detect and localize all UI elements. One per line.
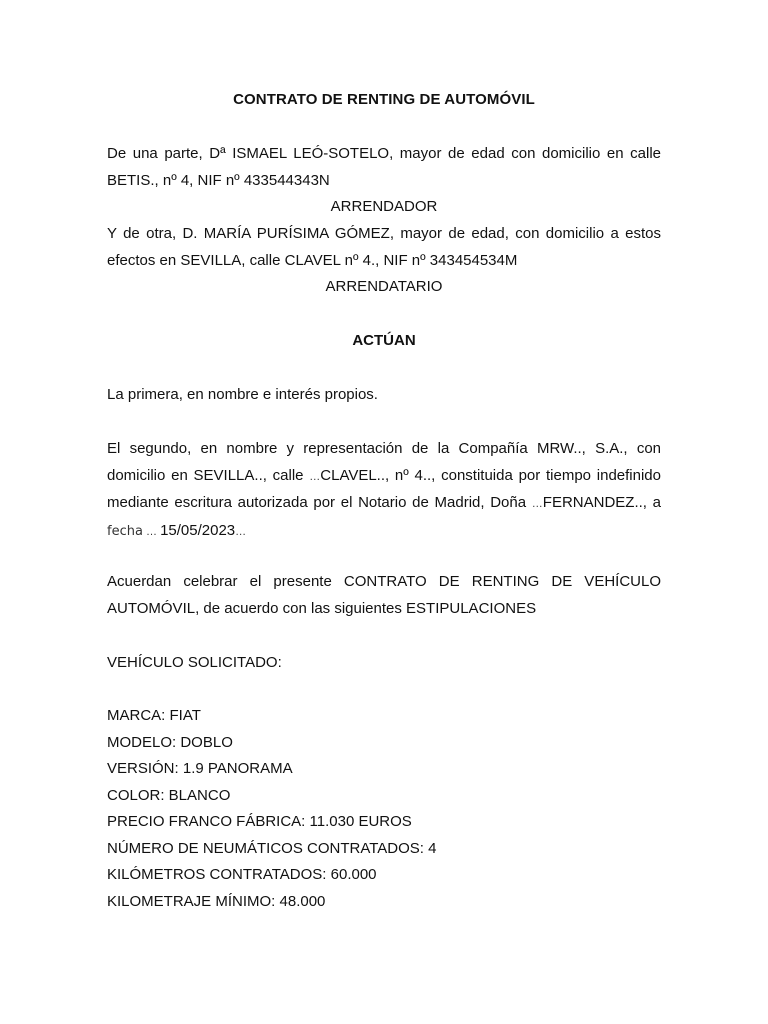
vehicle-kilometraje-minimo: KILOMETRAJE MÍNIMO: 48.000 [107,892,326,910]
vehicle-marca: MARCA: FIAT [107,707,201,724]
actuan-first: La primera, en nombre e interés propios. [107,386,378,403]
agreement-line-1: Acuerdan celebrar el presente CONTRATO DE RENTING DE VEHÍCULO [107,573,661,590]
arrendatario-block [107,221,661,301]
fecha-dots: … [142,525,161,538]
vehicle-neumaticos: NÚMERO DE NEUMÁTICOS CONTRATADOS: 4 [107,839,437,857]
vehicle-version: VERSIÓN: 1.9 PANORAMA [107,760,293,777]
line-2-part-b: CLAVEL.., nº 4.., constituida por tiempo indefinido [320,466,661,484]
actuan-second-line-1: El segundo, en nombre y representación de la Compañía MRW.., S.A., con [107,440,661,457]
actuan-heading: ACTÚAN [352,332,416,349]
fecha-date: 15/05/2023 [160,521,236,539]
vehicle-details-list [107,703,661,915]
actuan-second-line-2 [107,463,661,491]
vehicle-modelo: MODELO: DOBLO [107,733,233,751]
actuan-second-line-4 [107,518,661,546]
fecha-trail: … [235,525,247,538]
actuan-second-block [107,436,661,545]
arrendador-block [107,141,661,221]
line-3-part-b: FERNANDEZ.., a [542,494,661,511]
line-2-part-a: domicilio en SEVILLA.., calle [107,466,310,484]
agreement-block [107,569,661,622]
vehicle-precio: PRECIO FRANCO FÁBRICA: 11.030 EUROS [107,813,412,830]
arrendatario-line-2: efectos en SEVILLA, calle CLAVEL nº 4., NIF nº 343454534M [107,251,518,269]
arrendador-role: ARRENDADOR [330,198,438,215]
arrendatario-line-1: Y de otra, D. MARÍA PURÍSIMA GÓMEZ, mayor de edad, con domicilio a estos [107,225,661,242]
document-title: CONTRATO DE RENTING DE AUTOMÓVIL [233,91,535,108]
actuan-second-line-3 [107,490,661,518]
agreement-line-2: AUTOMÓVIL, de acuerdo con las siguientes ESTIPULACIONES [107,599,537,617]
vehicle-heading: VEHÍCULO SOLICITADO: [107,654,282,671]
line-3-dots: … [531,498,543,510]
arrendador-line-2: BETIS., nº 4, NIF nº 433544343N [107,171,330,189]
vehicle-color: COLOR: BLANCO [107,786,231,804]
vehicle-kilometros: KILÓMETROS CONTRATADOS: 60.000 [107,866,377,883]
fecha-label: fecha [107,523,143,539]
arrendador-line-1: De una parte, Dª ISMAEL LEÓ-SOTELO, mayor de edad con domicilio en calle [107,145,661,162]
arrendatario-role: ARRENDATARIO [325,278,443,295]
line-2-dots: … [309,470,321,483]
line-3-part-a: mediante escritura autorizada por el Notario de Madrid, Doña [107,494,532,511]
